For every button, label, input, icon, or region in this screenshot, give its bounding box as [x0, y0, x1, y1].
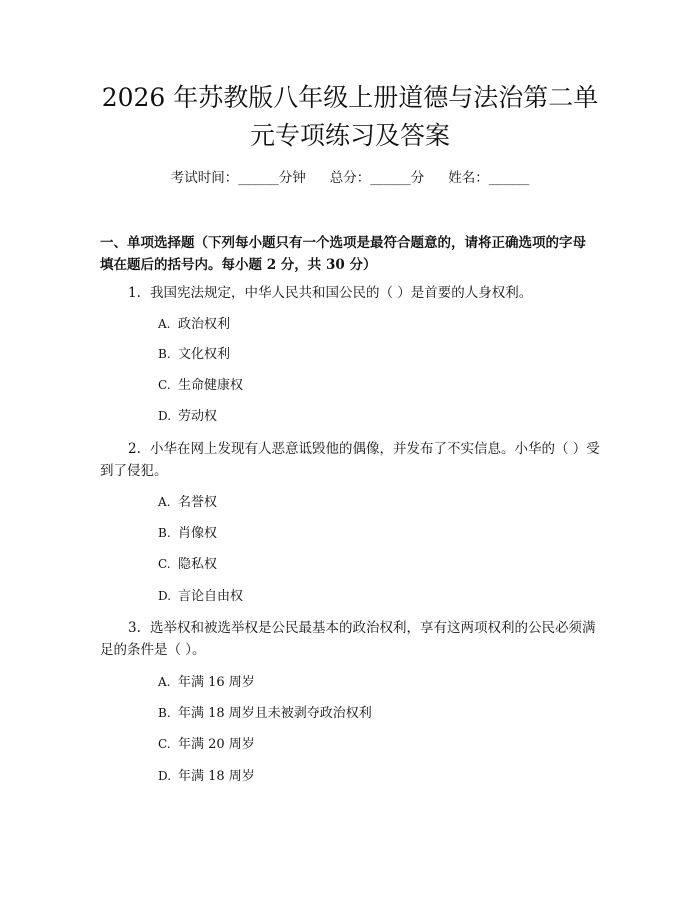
option-text: 肖像权	[178, 526, 218, 541]
option-text: 年满 16 周岁	[178, 675, 255, 690]
question-1-option-a	[158, 314, 230, 335]
question-3-option-c	[158, 734, 255, 755]
question-text: 小华在网上发现有人恶意诋毁他的偶像，并发布了不实信息。小华的（ ）受到了侵犯。	[100, 441, 600, 479]
question-2	[100, 438, 600, 482]
option-text: 文化权利	[178, 347, 231, 362]
option-letter: D.	[158, 409, 172, 423]
option-letter: B.	[158, 526, 171, 540]
option-text: 言论自由权	[178, 589, 244, 604]
question-2-option-a	[158, 492, 217, 513]
option-letter: B.	[158, 706, 171, 720]
option-letter: A.	[158, 675, 171, 689]
total-score-label: 总分：______分	[329, 170, 425, 186]
question-1-option-d	[158, 406, 217, 427]
option-letter: B.	[158, 347, 171, 361]
option-text: 年满 20 周岁	[178, 737, 255, 752]
option-text: 生命健康权	[178, 378, 244, 393]
option-letter: C.	[158, 378, 171, 392]
document-title-line2: 元专项练习及答案	[249, 121, 450, 150]
question-2-option-d	[158, 586, 243, 607]
question-3	[100, 617, 600, 661]
option-text: 政治权利	[178, 317, 231, 332]
option-text: 名誉权	[178, 495, 218, 510]
option-text: 年满 18 周岁且未被剥夺政治权利	[178, 706, 372, 721]
option-letter: C.	[158, 737, 171, 751]
exam-meta	[0, 168, 700, 188]
option-letter: A.	[158, 317, 171, 331]
question-3-option-b	[158, 703, 372, 724]
section-heading: 一、单项选择题（下列每小题只有一个选项是最符合题意的，请将正确选项的字母填在题后的括号内。每小题 2 分，共 30 分）	[100, 235, 586, 273]
option-letter: A.	[158, 495, 171, 509]
question-number: 3.	[128, 620, 141, 636]
question-1-option-c	[158, 375, 243, 396]
question-1-option-b	[158, 344, 230, 365]
question-text: 选举权和被选举权是公民最基本的政治权利，享有这两项权利的公民必须满足的条件是（ ）。	[100, 620, 596, 658]
question-1	[100, 282, 600, 304]
option-text: 隐私权	[178, 557, 218, 572]
question-3-option-a	[158, 672, 255, 693]
question-2-option-c	[158, 554, 217, 575]
option-text: 年满 18 周岁	[178, 769, 255, 784]
option-text: 劳动权	[178, 409, 218, 424]
document-title-line1: 2026 年苏教版八年级上册道德与法治第二单	[101, 83, 599, 112]
exam-time-label: 考试时间：______分钟	[170, 170, 306, 186]
question-text: 我国宪法规定，中华人民共和国公民的（ ）是首要的人身权利。	[150, 285, 533, 301]
option-letter: D.	[158, 769, 172, 783]
option-letter: C.	[158, 557, 171, 571]
question-2-option-b	[158, 523, 217, 544]
question-number: 2.	[128, 441, 141, 457]
question-number: 1.	[128, 285, 141, 301]
option-letter: D.	[158, 589, 172, 603]
student-name-label: 姓名：______	[448, 170, 530, 186]
question-3-option-d	[158, 766, 255, 787]
